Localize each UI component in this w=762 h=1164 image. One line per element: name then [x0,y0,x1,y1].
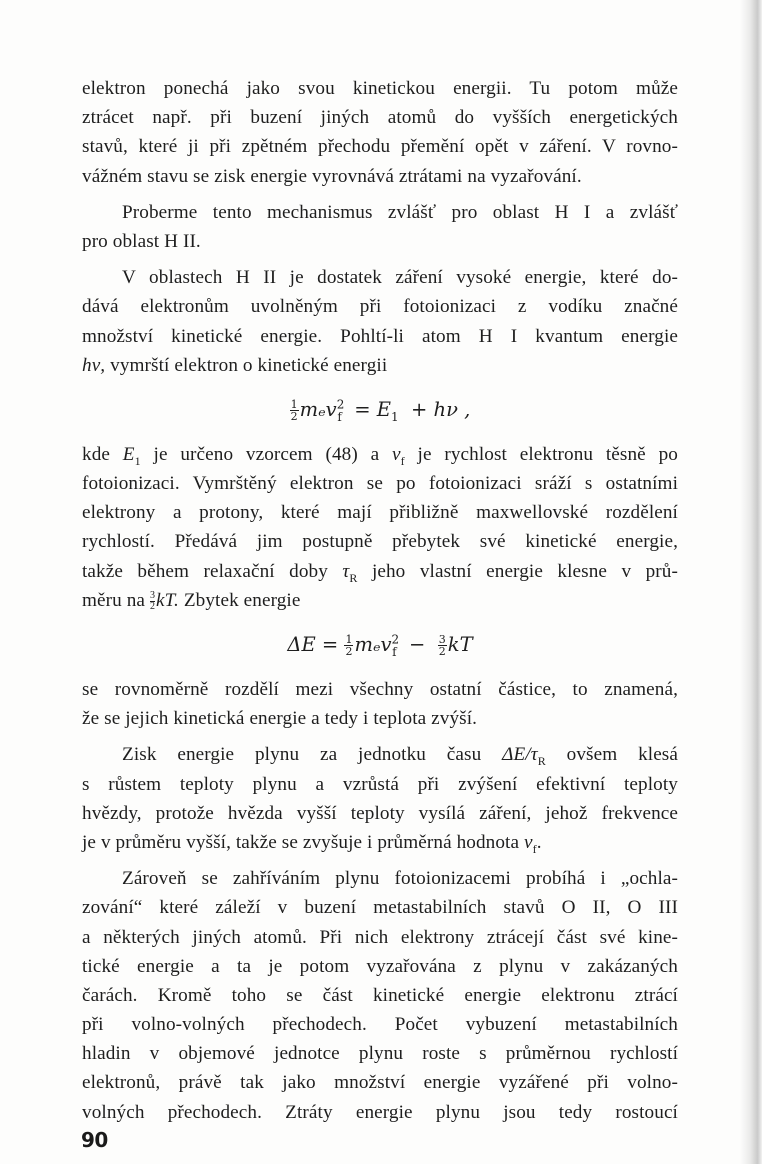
text-line: s růstem teploty plynu a vzrůstá při zvýšení efektivní teploty [82,773,678,795]
text-line: V oblastech H II je dostatek záření vysoké energie, které do- [122,267,678,289]
text-line: elektron ponechá jako svou kinetickou energii. Tu potom může [82,78,678,99]
text-fragment: je určeno vzorcem (48) a [153,443,380,465]
text-line: se rovnoměrně rozdělí mezi všechny ostatní částice, to znamená, [82,679,678,700]
math-term: E [122,443,135,465]
text-line: dává elektronům uvolněným při fotoionizaci z vodíku značné [82,296,678,318]
math-term: ΔE = [287,633,339,656]
math-operator: − [409,633,426,656]
text-fragment: je rychlost elektronu těsně po [417,443,678,465]
math-superscript: 2 [336,397,345,412]
math-subscript: 1 [390,409,399,424]
text-line: fotoionizaci. Vymrštěný elektron se po fotoionizaci sráží s ostatními [82,473,678,495]
paragraph-zaroven [82,864,678,1127]
text-line: hladin v objemové jednotce plynu roste s průměrnou rychlostí [82,1043,678,1065]
text-line: tické energie a ta je potom vyzařována z plynu v zakázaných [82,955,678,977]
math-subscript: 1 [134,453,141,468]
text-line: vážném stavu se zisk energie vyrovnává ztrátami na vyzařování. [82,165,582,187]
math-term: kT. [156,589,179,611]
text-fragment: . [536,831,542,853]
text-fragment: takže během relaxační doby [82,560,328,582]
paragraph-zisk [82,740,678,857]
math-subscript: f [532,841,537,856]
text-line [82,586,678,615]
text-fragment: měru na [82,589,146,611]
paragraph-se-rovnomerne [82,675,678,733]
page-number: 90 [81,1128,108,1152]
fraction-three-halves: $\frac{3}{2}$ [438,633,446,658]
fraction-three-halves: $\frac{3}{2}$ [149,589,156,612]
text-line: že se jejich kinetická energie a tedy i teplota zvýší. [82,708,478,730]
text-line: hvězdy, protože hvězda vyšší teploty vysílá záření, jehož frekvence [82,802,678,824]
text-line: Proberme tento mechanismus zvlášť pro oblast H I a zvlášť [122,201,678,223]
text-line: při volno-volných přechodech. Počet vybuzení metastabilních [82,1014,678,1036]
math-term: mₑv [299,397,337,421]
text-line [82,828,678,857]
paragraph-proberme [82,198,678,256]
math-superscript: 2 [391,632,400,647]
text-fragment: vymrští elektron o kinetické energii [110,354,388,376]
text-line: elektronů, právě tak jako množství energie vyzářené při volno- [82,1072,678,1094]
fraction-one-half: $\frac{1}{2}$ [345,633,353,658]
text-fragment: Zbytek energie [183,589,301,611]
equation-kinetic-energy [82,384,678,436]
text-line [82,440,678,469]
text-line [82,351,678,380]
math-subscript: R [537,754,546,769]
math-term: v [524,831,533,853]
math-subscript: f [392,644,397,659]
math-term: mₑv [354,633,392,656]
text-line: čarách. Kromě toho se část kinetické energie elektronu ztrácí [82,984,678,1006]
fraction-one-half: $\frac{1}{2}$ [290,397,298,423]
text-fragment: ovšem klesá [566,744,678,766]
text-fragment: kde [82,443,111,465]
text-line: rychlostí. Předává jim postupně přebytek své kinetické energie, [82,531,678,553]
text-line: zování“ které záleží v buzení metastabilních stavů O II, O III [82,897,678,919]
body-text [82,74,678,1127]
math-term: kT [447,633,473,656]
math-h-nu: hν, [82,354,106,376]
text-fragment: jeho vlastní energie klesne v prů- [371,560,678,582]
text-fragment: je v průměru vyšší, takže se zvyšuje i průměrná hodnota [82,831,520,853]
equation-energy-excess [82,619,678,671]
math-term: τ [342,560,350,582]
page-gutter-shadow [740,0,762,1164]
text-line: množství kinetické energie. Pohltí-li atom H I kvantum energie [82,325,678,347]
paragraph-kde [82,440,678,615]
math-term: v [392,443,401,465]
math-term: + hν , [411,397,471,421]
text-line: pro oblast H II. [82,230,201,252]
text-fragment: Zisk energie plynu za jednotku času [122,744,482,766]
text-line [82,557,678,586]
paragraph-oblastech [82,263,678,380]
math-subscript: f [337,409,342,424]
text-line: a některých jiných atomů. Při nich elektrony ztrácejí část své kine- [82,926,678,948]
text-line: ztrácet např. při buzení jiných atomů do vyšších energetických [82,107,678,129]
text-line [82,740,678,769]
text-line: stavů, které ji při zpětném přechodu přemění opět v záření. V rovno- [82,136,678,158]
math-subscript: f [400,453,405,468]
paragraph-continuation [82,74,678,191]
text-line: elektrony a protony, které mají přibližně maxwellovské rozdělení [82,502,678,524]
text-line: volných přechodech. Ztráty energie plynu jsou tedy rostoucí [82,1101,678,1123]
math-term: ΔE/τ [502,744,538,766]
text-line: Zároveň se zahříváním plynu fotoionizacemi probíhá i „ochla- [122,868,678,890]
math-subscript: R [349,570,358,585]
math-term: = E [354,397,391,421]
